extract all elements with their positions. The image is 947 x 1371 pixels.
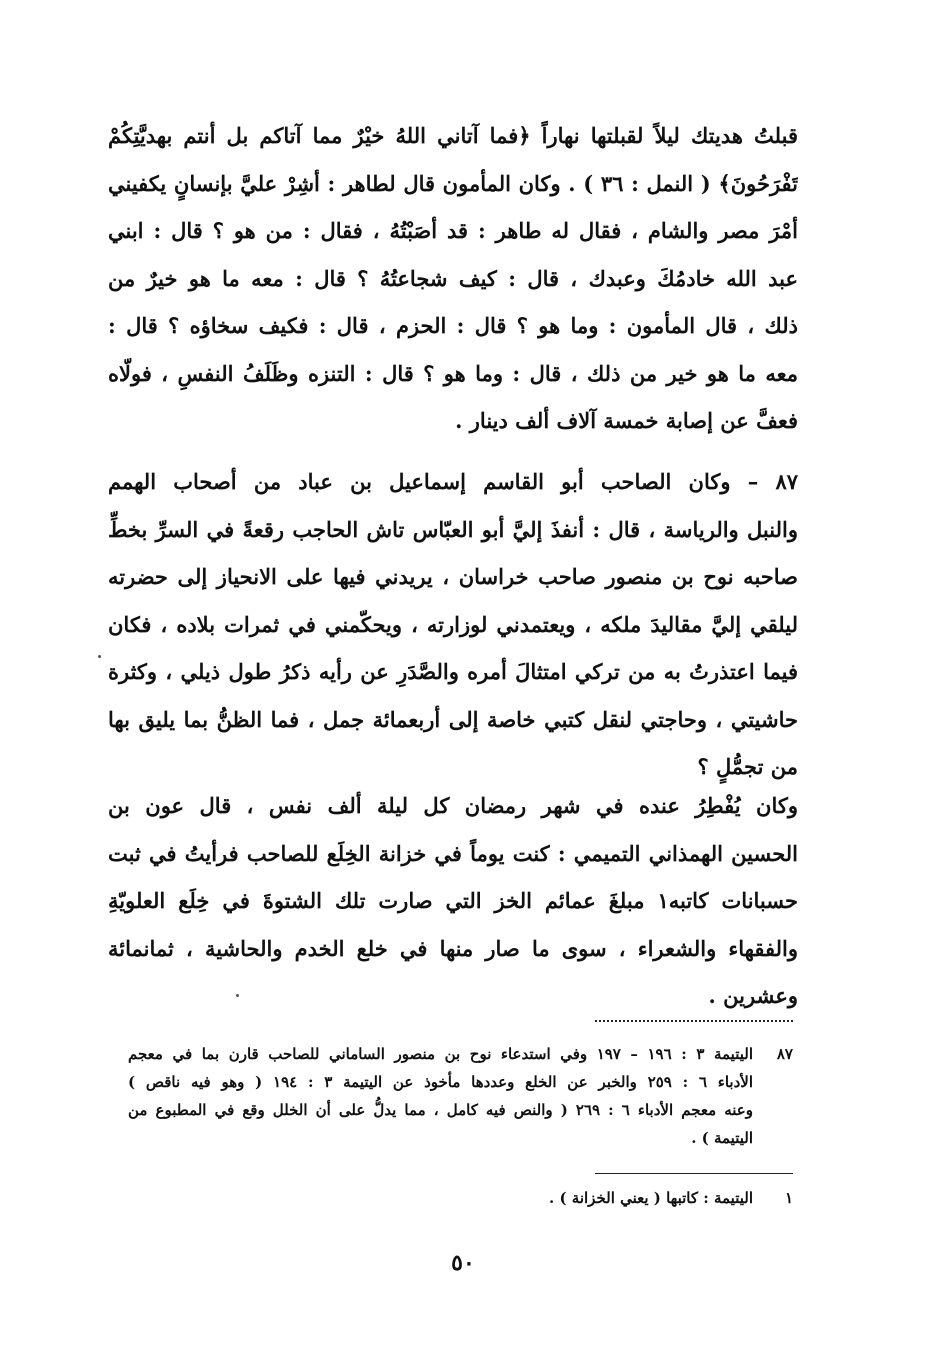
text-line: والفقهاء والشعراء ، سوى ما صار منها في خلع الخدم والحاشية ، ثمانمائة (108, 935, 798, 961)
text-line: فيما اعتذرتُ به من تركي امتثالَ أمره والصَّدَرِ عن رأيه ذكرُ طول ذيلي ، وكثرة (108, 659, 798, 684)
paragraph-continuation (108, 112, 798, 445)
text-line: حسبانات كاتبه١ مبلغَ عمائم الخز التي صارت تلك الشتوةَ في خِلَع العلويّةِ (108, 888, 798, 913)
footnote-divider-solid (595, 1173, 793, 1174)
text-line: وكان يُفْطِرُ عنده في شهر رمضان كل ليلة ألف نفس ، قال عون بن (108, 793, 798, 818)
text-line: حاشيتي ، وحاجتي لنقل كتبي خاصة إلى أربعمائة جمل ، فما الظنُّ بما يليق بها (108, 706, 798, 732)
scan-speck (98, 655, 101, 658)
text-line: قبلتُ هديتك ليلاً لقبلتها نهاراً ﴿فما آتاني اللهُ خيْرٌ مما آتاكم بل أنتم بهديَّتِكُمْ (108, 123, 798, 148)
text-line: ذلك ، قال المأمون : وما هو ؟ قال : الحزم ، قال : فكيف سخاؤه ؟ قال : (108, 313, 798, 338)
text-line: صاحبه نوح بن منصور صاحب خراسان ، يريدني فيها على الانحياز إلى حضرته (108, 564, 798, 589)
paragraph-iftar (108, 782, 798, 1020)
text-line: من تجمُّلٍ ؟ (697, 754, 798, 779)
text-line: معه ما هو خير من ذلك ، قال : وما هو ؟ قال : التنزه وظَلَفُ النفسِ ، فولّاه (108, 360, 798, 386)
text-line: ليلقي إليَّ مقاليدَ ملكه ، ويعتمدني لوزارته ، ويحكّمني في ثمرات بلاده ، فكان (108, 611, 798, 637)
text-line: فعفَّ عن إصابة خمسة آلاف ألف دينار . (455, 408, 798, 433)
footnote-number: ٨٧ (776, 1045, 793, 1063)
footnote-body (128, 1184, 753, 1212)
paragraph-entry-87 (108, 458, 798, 791)
text-line: عبد الله خادمُكَ وعبدك ، قال : كيف شجاعتُهُ ؟ قال : معه ما هو خيرٌ من (108, 265, 798, 291)
footnote-divider-dotted (595, 1020, 793, 1022)
footnote-87 (128, 1040, 793, 1152)
text-line: وعشرين . (708, 983, 798, 1008)
text-line: والنبل والرياسة ، قال : أنفذَ إليَّ أبو العبّاس تاش الحاجب رقعةً في السرِّ بخطِّ (108, 516, 798, 542)
footnote-body (128, 1040, 753, 1152)
text-line: ٨٧ – وكان الصاحب أبو القاسم إسماعيل بن عباد من أصحاب الهمم (108, 469, 798, 494)
footnote-line: اليتيمة : كاتبها ( يعني الخزانة ) . (549, 1189, 753, 1207)
footnote-number: ١ (784, 1189, 793, 1207)
page-number: ٥٠ (451, 1250, 475, 1276)
text-line: تَفْرَحُونَ﴾ ( النمل : ٣٦ ) . وكان المأمون قال لطاهر : أشِرْ عليَّ بإنسانٍ يكفيني (108, 170, 798, 196)
text-line: أمْرَ مصر والشام ، فقال له طاهر : قد أصَبْتُهُ ، فقال : من هو ؟ قال : ابني (108, 218, 798, 243)
text-line: الحسين الهمذاني التميمي : كنت يوماً في خزانة الخِلَع للصاحب فرأيتُ في ثبت (108, 840, 798, 866)
footnote-line: الأدباء ٦ : ٢٥٩ والخبر عن الخلع وعددها مأخوذ عن اليتيمة ٣ : ١٩٤ ( وهو فيه ناقص ) (128, 1073, 753, 1091)
scan-speck (236, 994, 239, 997)
footnote-line: وعنه معجم الأدباء ٦ : ٢٦٩ ( والنص فيه كامل ، مما يدلُّ على أن الخلل وقع في المطبوع من (128, 1101, 753, 1119)
footnote-line: اليتيمة ) . (691, 1129, 753, 1147)
footnote-1 (128, 1184, 793, 1212)
footnote-line: اليتيمة ٣ : ١٩٦ – ١٩٧ وفي استدعاء نوح بن منصور الساماني للصاحب قارن بما في معجم (128, 1045, 753, 1063)
